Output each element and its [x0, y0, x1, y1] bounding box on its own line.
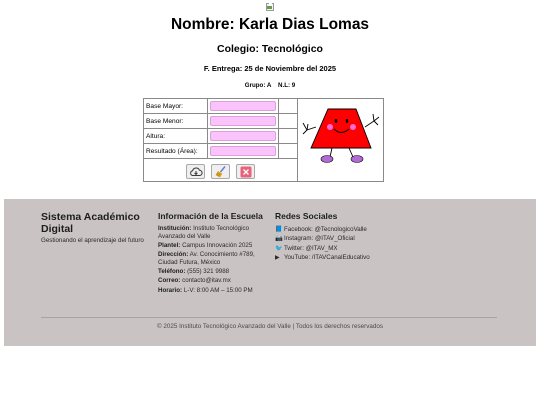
facebook-icon: 📘 — [275, 226, 283, 233]
trapezoid-illustration — [298, 99, 384, 182]
instagram-icon: 📷 — [275, 235, 283, 243]
copyright: © 2025 Instituto Tecnológico Avanzado del Valle | Todos los derechos reservados — [157, 323, 383, 330]
altura-label: Altura: — [144, 129, 208, 144]
close-icon — [239, 166, 253, 178]
school-campus: Plantel: Campus Innovación 2025 — [158, 241, 253, 249]
school-institution: Institución: Instituto Tecnológico Avanzado del Valle — [158, 225, 250, 240]
broom-icon — [214, 166, 228, 178]
school-info — [158, 225, 270, 296]
site-footer — [4, 199, 536, 346]
base-mayor-input[interactable] — [210, 101, 276, 111]
trapezoid-calculator — [143, 98, 384, 182]
clear-button[interactable] — [211, 164, 230, 179]
social-link-facebook[interactable]: 📘Facebook: @TecnologicoValle — [275, 226, 367, 233]
student-name: Nombre: Karla Dias Lomas — [170, 16, 370, 33]
broken-image-icon — [266, 3, 274, 11]
footer-brand-title: Sistema Académico Digital — [41, 211, 140, 235]
school-email: Correo: contacto@itav.mx — [158, 277, 231, 285]
youtube-icon: ▶ — [275, 254, 280, 262]
delivery-date: F. Entrega: 25 de Noviembre del 2025 — [203, 64, 337, 73]
resultado-label: Resultado (Área): — [144, 144, 208, 159]
footer-brand-subtitle: Gestionando el aprendizaje del futuro — [41, 237, 144, 244]
resultado-output[interactable] — [210, 146, 276, 156]
base-mayor-label: Base Mayor: — [144, 99, 208, 114]
social-title: Redes Sociales — [275, 211, 338, 221]
altura-input[interactable] — [210, 131, 276, 141]
social-link-twitter[interactable]: 🐦Twitter: @ITAV_MX — [275, 244, 338, 252]
base-menor-input[interactable] — [210, 116, 276, 126]
social-link-youtube[interactable]: ▶ YouTube: /ITAVCanalEducativo — [275, 254, 370, 262]
action-buttons — [144, 159, 298, 182]
school-hours: Horario: L-V: 8:00 AM – 15:00 PM — [158, 286, 253, 294]
calculate-button[interactable] — [186, 164, 205, 179]
group-info: Grupo: A N.L: 9 — [244, 82, 296, 89]
footer-divider — [41, 317, 497, 318]
college-name: Colegio: Tecnológico — [217, 43, 323, 55]
cloud-download-icon — [189, 166, 203, 178]
social-link-instagram[interactable]: 📷Instagram: @ITAV_Oficial — [275, 235, 355, 243]
reset-button[interactable] — [236, 164, 255, 179]
school-address: Dirección: Av. Conocimiento #789, Ciudad Futura, México — [158, 251, 255, 266]
school-info-title: Información de la Escuela — [158, 211, 263, 221]
base-menor-label: Base Menor: — [144, 114, 208, 129]
school-phone: Teléfono: (555) 321 9988 — [158, 268, 230, 276]
twitter-icon: 🐦 — [275, 244, 283, 252]
social-links — [275, 225, 395, 263]
